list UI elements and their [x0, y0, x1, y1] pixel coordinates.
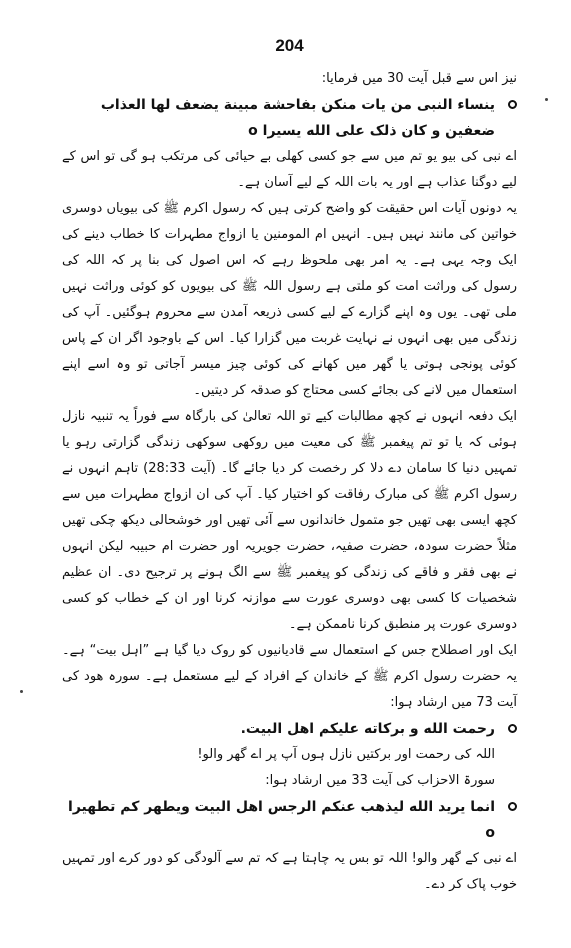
quran-verse-3	[62, 794, 517, 846]
paragraph-3: ایک اور اصطلاح جس کے استعمال سے قادیانیوں کو روک دیا گیا ہے ”اہل بیت“ ہے۔ یہ حضرت رسول اکرم ﷺ کے خاندان کے افراد کے لیے مستعمل ہے۔ سورہ ھود کی آیت 73 میں ارشاد ہوا:	[62, 643, 517, 710]
paragraph-2: ایک دفعہ انہوں نے کچھ مطالبات کیے تو اللہ تعالیٰ کی بارگاہ سے فوراً یہ تنبیہ نازل ہوئی کہ یا تو تم پیغمبر ﷺ کی معیت میں روکھی سوکھی زندگی گزارتی رہو یا تمہیں دنیا کا سامان دے دلا کر رخصت کر دیا جائے گا۔ (آیت 28:33) تاہم انہوں نے رسول اکرم ﷺ کی مبارک رفاقت کو اختیار کیا۔ آپ کی ان ازواج مطہرات میں سے کچھ ایسی بھی تھیں جو متمول خاندانوں سے آئی تھیں اور خوشحالی دیکھ چکی تھیں مثلاً حضرت سودہ، حضرت صفیہ، حضرت جویریہ اور حضرت ام حبیبہ لیکن انہوں نے بھی فقر و فاقے کی زندگی کو پیغمبر ﷺ سے الگ ہونے پر ترجیح دی۔ ان عظیم شخصیات کا کسی بھی دوسری عورت سے موازنہ کرنا اور ان کے خطاب کو کسی دوسری عورت پر منطبق کرنا ناممکن ہے۔	[62, 409, 517, 632]
quran-verse-2-text: رحمت الله و برکاته علیکم اهل البیت.	[240, 721, 495, 737]
bullet-icon	[508, 802, 517, 811]
translation-2: اللہ کی رحمت اور برکتیں نازل ہوں آپ پر اے گھر والو!	[197, 747, 495, 762]
quran-verse-1	[62, 92, 517, 144]
bullet-icon	[508, 100, 517, 109]
scan-speck	[20, 690, 23, 693]
paragraph-1: یہ دونوں آیات اس حقیقت کو واضح کرتی ہیں کہ رسول اکرم ﷺ کی بیویاں دوسری خواتین کی مانند نہیں ہیں۔ انہیں ام المومنین یا ازواج مطہرات کا خطاب دینے کی ایک وجہ یہی ہے۔ یہ امر بھی ملحوظ رہے کہ اس اصول کی بنا پر کہ اللہ کی رسول کی وراثت امت کو ملتی ہے رسول اللہ ﷺ کی بیویوں کو کوئی وراثت نہیں ملی تھی۔ یوں وہ اپنے گزارے کے لیے کسی ذریعہ آمدن سے محروم ہوگئیں۔ آپ کی زندگی میں بھی انہوں نے نہایت غربت میں گزارا کیا۔ اس کے باوجود اگر ان کے پاس کوئی پونجی ہوتی یا گھر میں کھانے کی کوئی چیز میسر آجاتی تو وہ اسے اپنے استعمال میں لانے کی بجائے کسی محتاج کو صدقہ کر دیتیں۔	[62, 201, 517, 398]
translation-1: اے نبی کی بیو یو تم میں سے جو کسی کھلی بے حیائی کی مرتکب ہو گی تو اس کے لیے دوگنا عذاب ہے اور یہ بات اللہ کے لیے آسان ہے۔	[62, 149, 517, 190]
page-number: 204	[275, 36, 304, 55]
quran-verse-1-text: ینساء النبی من یات منکن بفاحشة مبینة یضعف لها العذاب ضعفین و کان ذلک علی الله یسیرا o	[100, 97, 495, 139]
intro-line: نیز اس سے قبل آیت 30 میں فرمایا:	[321, 71, 517, 86]
translation-3: اے نبی کے گھر والو! اللہ تو بس یہ چاہتا ہے کہ تم سے آلودگی کو دور کرے اور تمہیں خوب پاک کر دے۔	[62, 851, 517, 892]
quran-verse-2	[62, 716, 517, 742]
quran-verse-3-text: انما یرید الله لیذهب عنکم الرجس اهل البیت ویطهر کم تطهیرا o	[68, 799, 495, 841]
scan-speck	[545, 98, 548, 101]
intro-verse-3: سورۃ الاحزاب کی آیت 33 میں ارشاد ہوا:	[265, 773, 495, 788]
bullet-icon	[508, 724, 517, 733]
